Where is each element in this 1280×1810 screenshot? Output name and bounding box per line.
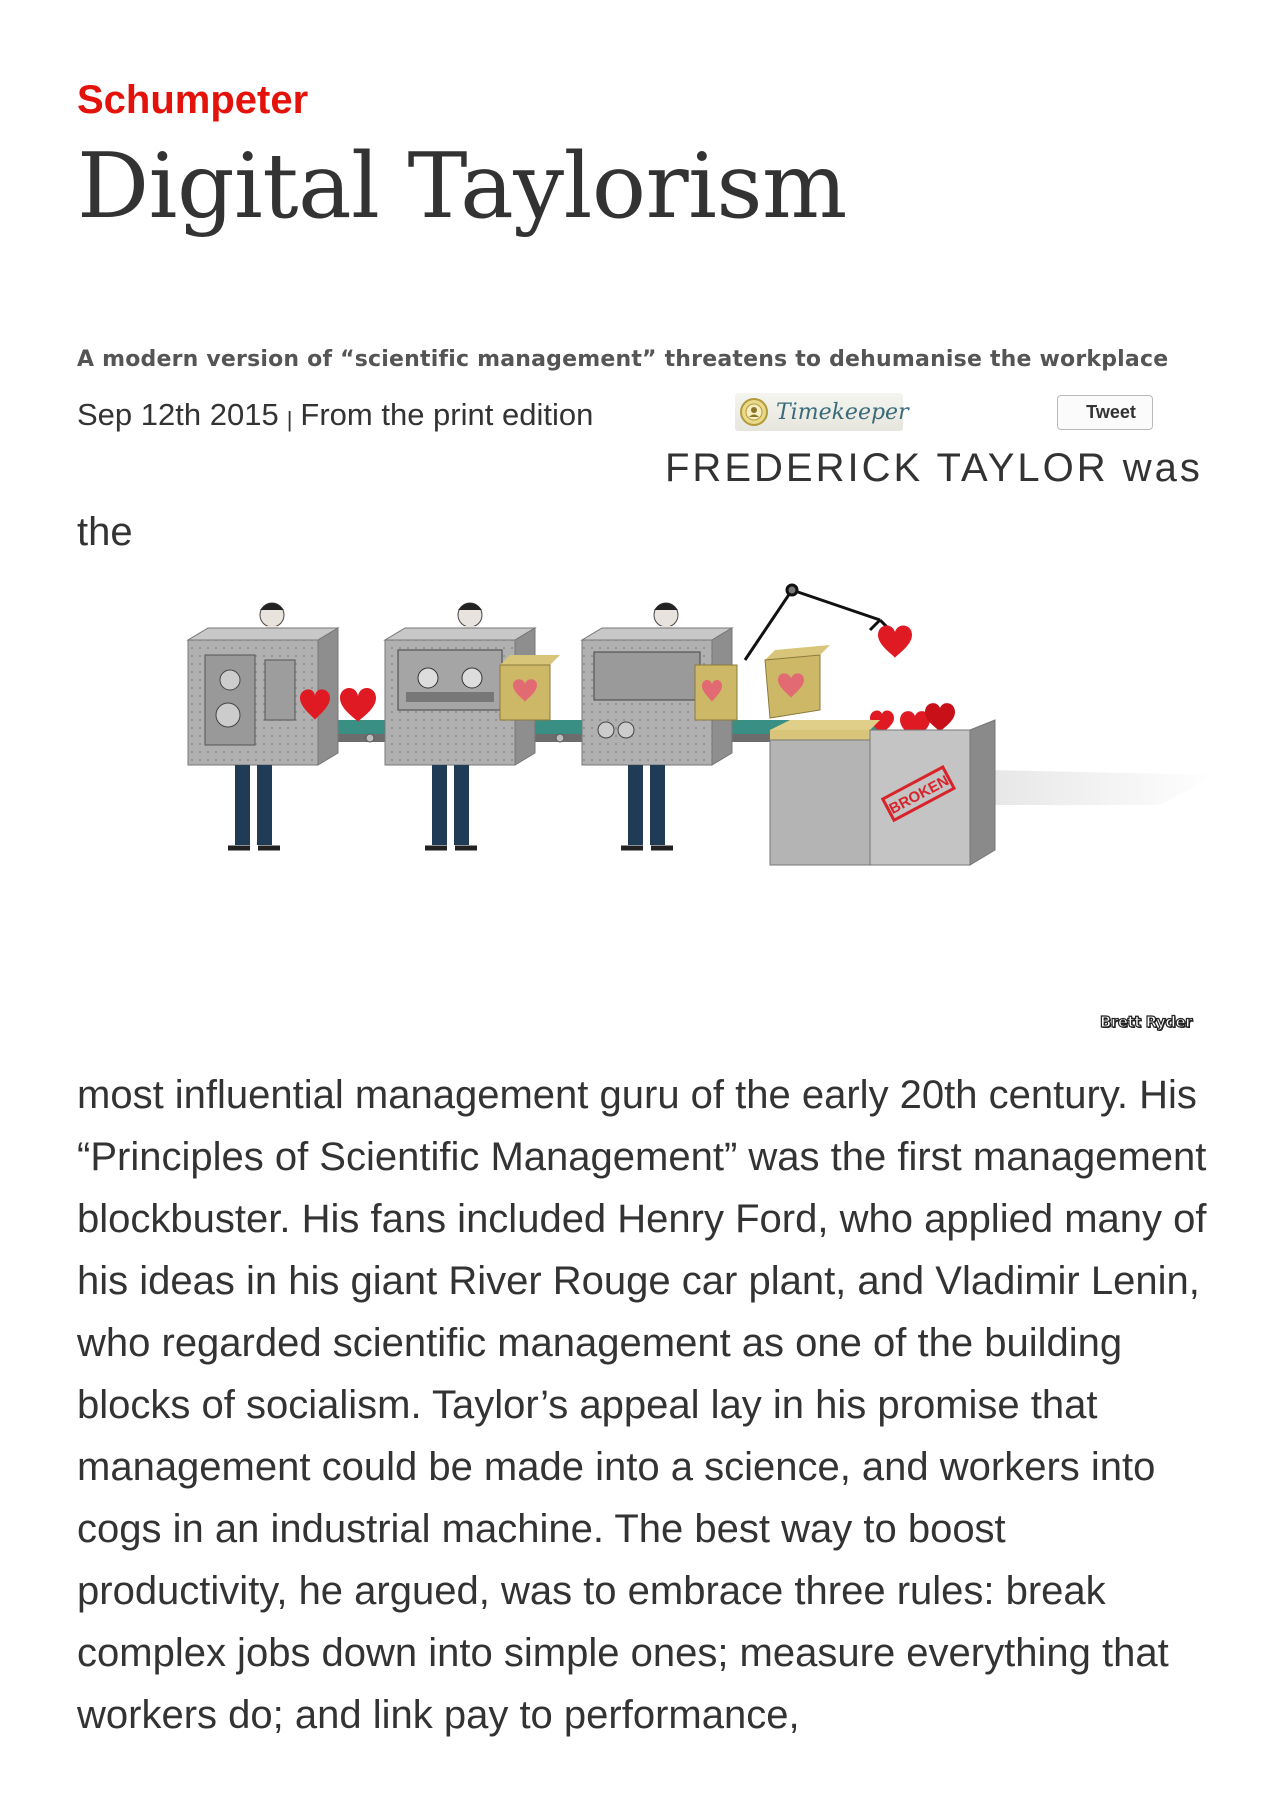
section-label[interactable]: Schumpeter <box>77 78 309 122</box>
article-illustration <box>180 580 1216 920</box>
worker-machine-3 <box>582 603 732 848</box>
publish-date: Sep 12th 2015 <box>77 397 279 432</box>
illustration-credit: Brett Ryder <box>1100 1013 1193 1031</box>
heart-in-claw <box>878 626 912 658</box>
heart-box-3 <box>765 645 830 718</box>
clipped-lead-text <box>665 443 1203 490</box>
heart-on-belt-2 <box>340 688 376 722</box>
print-edition-link[interactable]: From the print edition <box>300 397 594 432</box>
timekeeper-badge-icon <box>739 397 769 427</box>
lead-text-fragment: FREDERICK TAYLOR was <box>665 446 1203 490</box>
tweet-label: Tweet <box>1086 402 1136 422</box>
body-first-word: the <box>77 510 133 554</box>
worker-machine-1 <box>188 603 338 848</box>
page-title: Digital Taylorism <box>77 134 847 239</box>
worker-machine-2 <box>385 603 535 848</box>
broken-stamp: BROKEN <box>886 772 952 818</box>
article-rubric: A modern version of “scientific management” threatens to dehumanise the workplace <box>77 347 1169 372</box>
heart-box-1 <box>500 655 560 720</box>
dateline-separator: | <box>286 407 293 432</box>
tweet-button[interactable] <box>1057 395 1153 430</box>
dateline <box>77 396 593 433</box>
broken-bin <box>770 703 1216 865</box>
timekeeper-button[interactable] <box>735 393 909 431</box>
article-body: most influential management guru of the early 20th century. His “Principles of Scientific Management” was the first management blockbuster. His fans included Henry Ford, who applied many of his ideas in his giant River Rouge car plant, and Vladimir Lenin, who regarded scientific management as one of the building blocks of socialism. Taylor’s appeal lay in his promise that management could be made into a science, and workers into cogs in an industrial machine. The best way to boost productivity, he argued, was to embrace three rules: break complex jobs down into simple ones; measure everything that workers do; and link pay to performance, <box>77 1073 1207 1737</box>
timekeeper-label: Timekeeper <box>776 399 909 425</box>
heart-box-2 <box>695 665 737 720</box>
